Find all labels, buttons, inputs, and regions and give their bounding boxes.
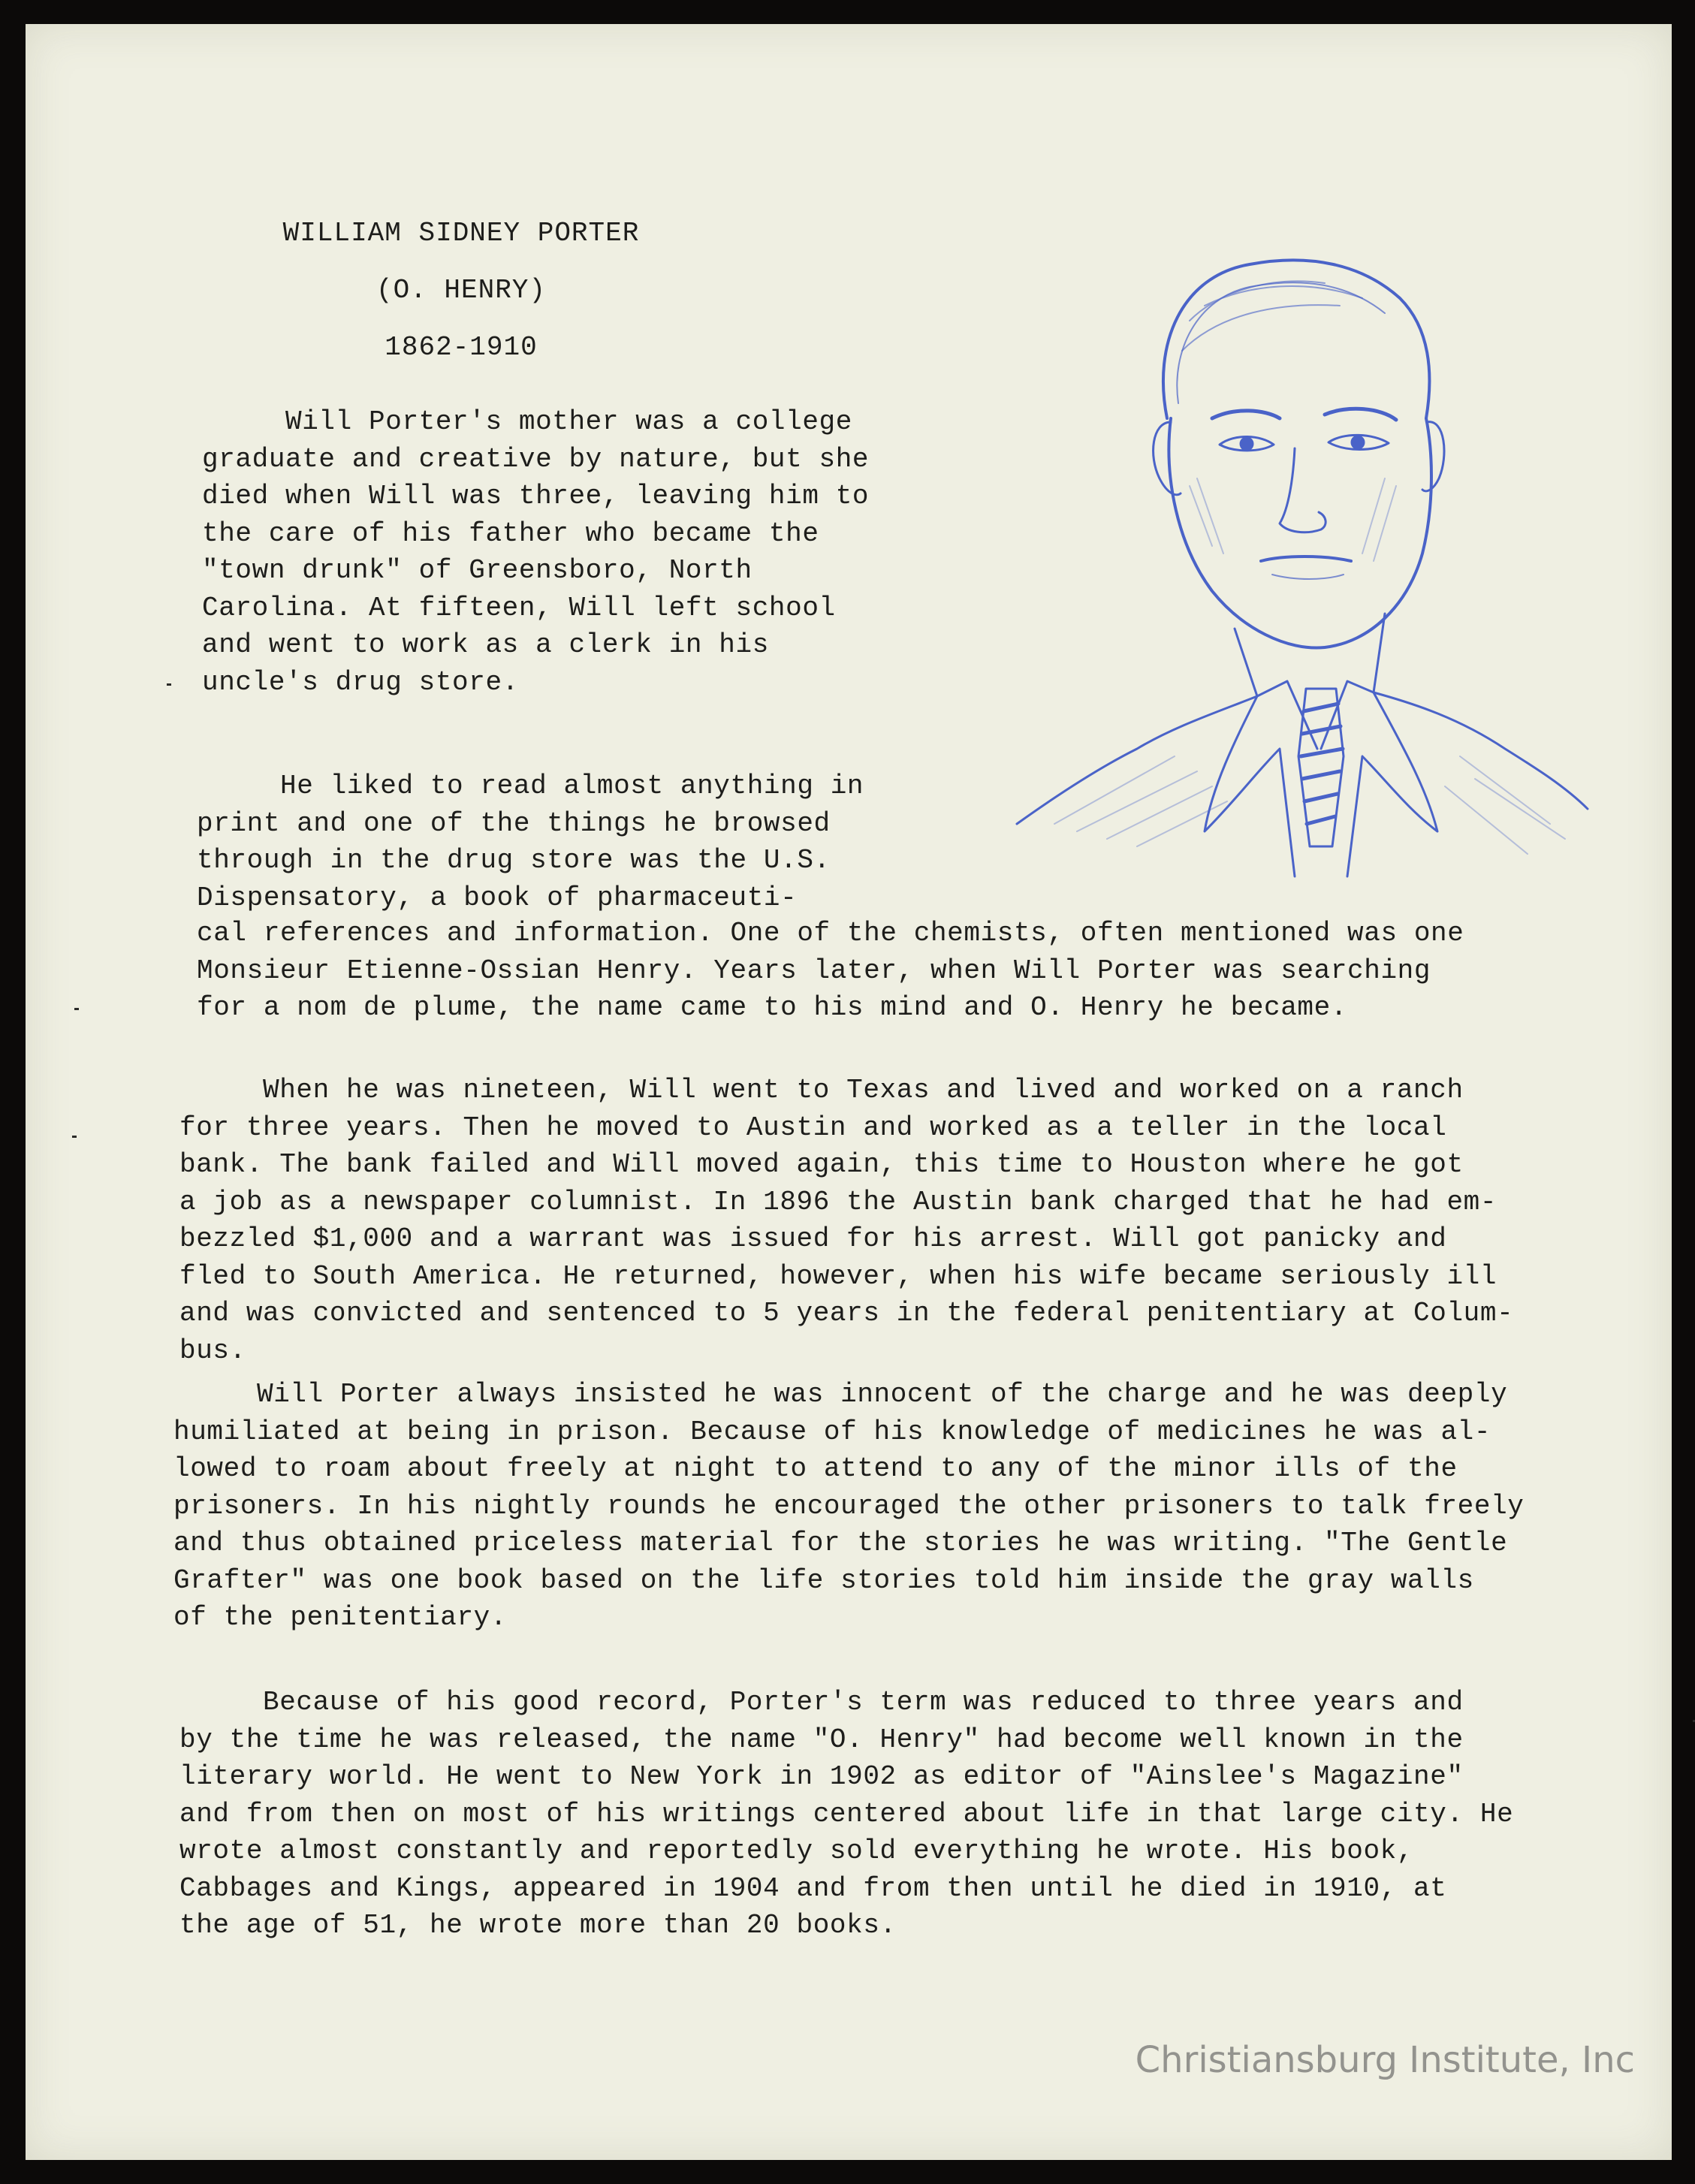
paper-speck [74, 1008, 79, 1010]
document-page [26, 24, 1672, 2160]
title-years: 1862-1910 [385, 332, 538, 363]
paragraph-career: Because of his good record, Porter's term was reduced to three years and by the time he was released, the name "O. Henry" had become well known in the literary world. He went to New York in 1902 as editor of "Ainslee's Magazine" and from then on most of his writings centered about life in that large city. He wrote almost constantly and reportedly sold everything he wrote. His book, Cabbages and Kings, appeared in 1904 and from then until he died in 1910, at the age of 51, he wrote more than 20 books. [179, 1687, 1514, 1941]
title-pen-name: (O. HENRY) [375, 275, 547, 306]
watermark-text: Christiansburg Institute, Inc [1135, 2039, 1635, 2081]
title-name: WILLIAM SIDNEY PORTER [282, 218, 640, 249]
paragraph-mother: Will Porter's mother was a college graduate and creative by nature, but she died when Will was three, leaving him to the care of his father who became the "town drunk" of Greensboro, North Carolina. At fifteen, Will left school and went to work as a clerk in his uncle's drug store. [202, 406, 870, 698]
paragraph-prison: Will Porter always insisted he was innocent of the charge and he was deeply humiliated at being in prison. Because of his knowledge of medicines he was al- lowed to roam about freely at night to attend to any of the minor ills of the prisoners. In his nightly rounds he encouraged the other prisoners to talk freely and thus obtained priceless material for the stories he was writing. "The Gentle Grafter" was one book based on the life stories told him inside the gray walls of the penitentiary. [173, 1379, 1525, 1633]
paragraph-texas: When he was nineteen, Will went to Texas and lived and worked on a ranch for three years. Then he moved to Austin and worked as a teller in the local bank. The bank failed and Will moved again, this time to Houston where he got a job as a newspaper columnist. In 1896 the Austin bank charged that he had em- bezzled $1,000 and a warrant was issued for his arrest. Will got panicky and fled to South America. He returned, however, when his wife became seriously ill and was convicted and sentenced to 5 years in the federal penitentiary at Colum- bus. [179, 1075, 1514, 1366]
paper-speck [72, 1136, 77, 1138]
paragraph-reading-continued: cal references and information. One of the chemists, often mentioned was one Monsieur Etienne-Ossian Henry. Years later, when Will Porter was searching for a nom de plume, the name came to his mind and O. Henry he became. [197, 918, 1464, 1023]
paper-speck [167, 683, 171, 686]
paragraph-reading: He liked to read almost anything in print and one of the things he browsed through in the drug store was the U.S. Dispensatory, a book of pharmaceuti- [197, 771, 864, 913]
portrait-sketch-icon [1009, 231, 1595, 891]
